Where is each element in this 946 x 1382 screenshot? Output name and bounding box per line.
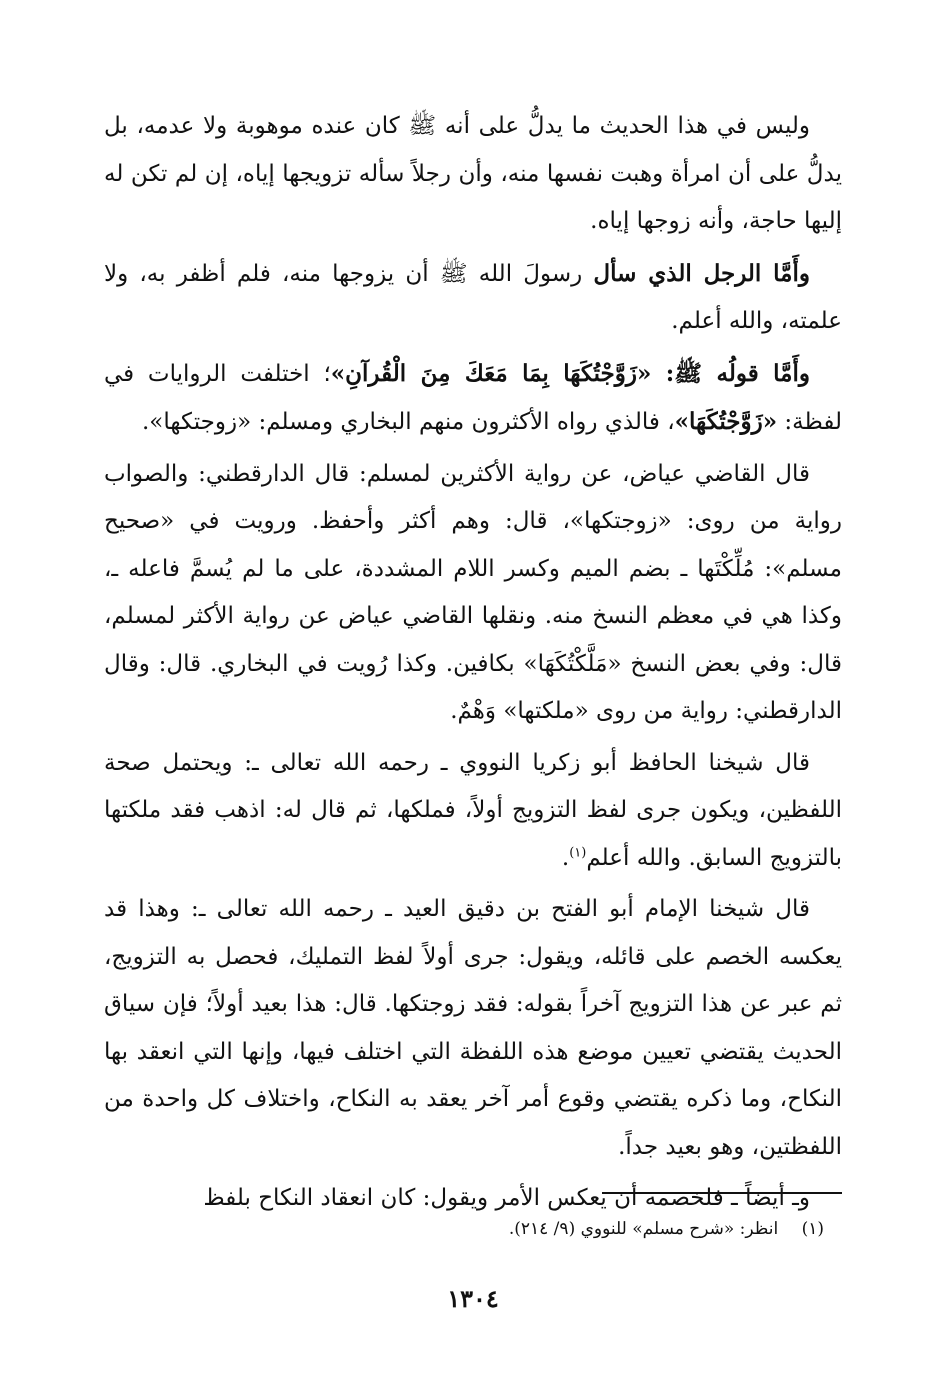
footnote-reference: (١): [569, 844, 587, 860]
paragraph: [104, 886, 842, 1171]
main-text: [104, 103, 842, 1227]
text-segment: وأَمَّا الرجل الذي سأل: [593, 259, 810, 287]
footnote-separator: [602, 1192, 842, 1194]
page-number: ١٣٠٤: [447, 1284, 499, 1313]
paragraph: [104, 350, 842, 447]
text-segment: قال شيخنا الإمام أبو الفتح بن دقيق العيد ـ رحمه الله تعالى ـ: وهذا قد يعكسه الخصم على قائله، ويقول: جرى أولاً لفظ التمليك، فحصل به التزويج، ثم عبر عن هذا التزويج آخراً بقوله: فقد زوجتكها. قال: هذا بعيد أولاً؛ فإن سياق الحديث يقتضي تعيين موضع هذه اللفظة التي اختلف فيها، وإنها التي انعقد بها النكاح، وما ذكره يقتضي وقوع أمر آخر يعقد به النكاح، واختلاف كل واحدة من اللفظتين، وهو بعيد جداً.: [104, 896, 842, 1160]
paragraph: [104, 250, 842, 346]
text-segment: ؛ اختلفت الروايات في لفظة:: [104, 360, 842, 435]
footnote: [104, 1215, 824, 1243]
paragraph: [104, 740, 842, 883]
text-segment: قال القاضي عياض، عن رواية الأكثرين لمسلم: قال الدارقطني: والصواب رواية من روى: «زوجتكها»، قال: وهم أكثر وأحفظ. ورويت في «صحيح مسلم»: مُلِّكْتَها ـ بضم الميم وكسر اللام المشددة، على ما لم يُسمَّ فاعله ـ، وكذا هي في معظم النسخ منه. ونقلها القاضي عياض عن رواية الأكثر لمسلم، قال: وفي بعض النسخ «مَلَّكْتُكَهَا» بكافين. وكذا رُويت في البخاري. قال: وقال الدارقطني: رواية من روى «ملكتها» وَهْمٌ.: [104, 460, 842, 724]
text-segment: قال شيخنا الحافظ أبو زكريا النووي ـ رحمه الله تعالى ـ: ويحتمل صحة اللفظين، ويكون جرى لفظ التزويج أولاً، فملكها، ثم قال له: اذهب فقد ملكتها بالتزويج السابق. والله أعلم: [104, 749, 842, 871]
text-segment: وـ أيضاً ـ فلخصمه أن يعكس الأمر ويقول: كان انعقاد النكاح بلفظ: [203, 1185, 810, 1211]
text-segment: وليس في هذا الحديث ما يدلُّ على أنه ﷺ كان عنده موهوبة ولا عدمه، بل يدلُّ على أن امرأة وهبت نفسها منه، وأن رجلاً سأله تزويجها إياه، إن لم تكن له إليها حاجة، وأنه زوجها إياه.: [104, 113, 842, 234]
text-segment: «زَوَّجْتُكَهَا»: [674, 408, 778, 435]
footnote-number: (١): [801, 1219, 824, 1239]
footnote-text: انظر: «شرح مسلم» للنووي (٩/ ٢١٤).: [508, 1219, 779, 1239]
paragraph: [104, 103, 842, 246]
text-segment: .: [561, 844, 570, 871]
paragraph: [104, 451, 842, 736]
text-segment: ، فالذي رواه الأكثرون منهم البخاري ومسلم: «زوجتكها».: [142, 409, 675, 435]
text-segment: وأَمَّا قولُه ﷺ: «زَوَّجْتُكَهَا بِمَا مَعَكَ مِنَ الْقُرآنِ»: [330, 359, 810, 387]
text-segment: رسولَ الله ﷺ أن يزوجها منه، فلم أظفر به، ولا علمته، والله أعلم.: [104, 260, 842, 334]
